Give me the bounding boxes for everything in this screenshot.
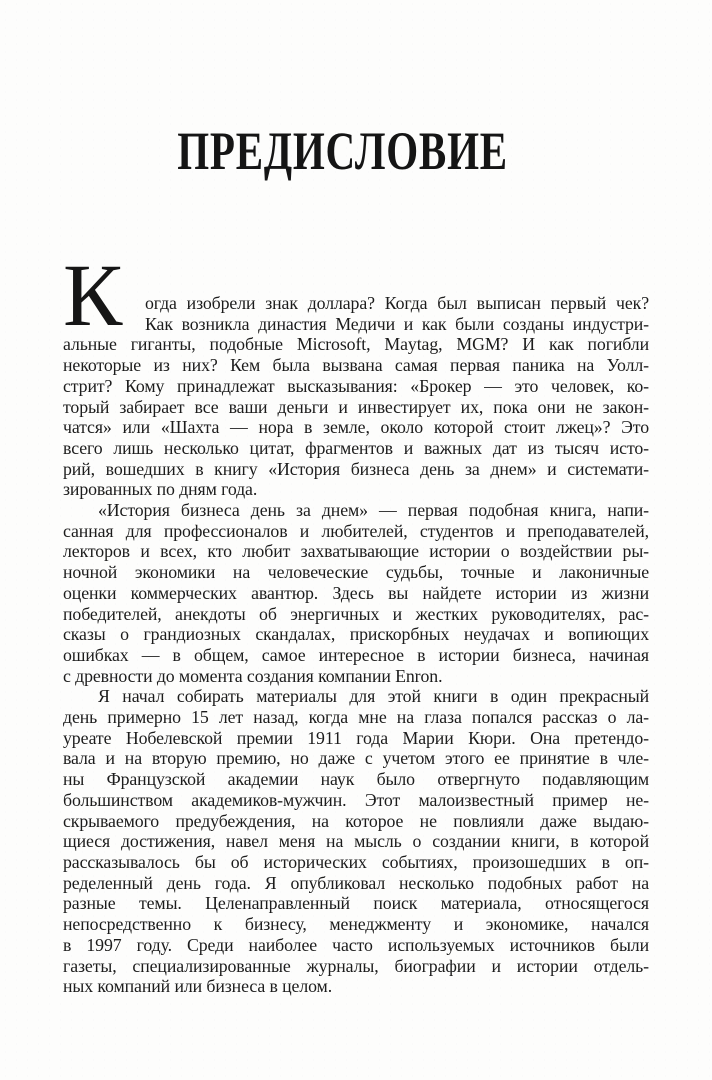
text-line: скрываемого предубеждения, на которое не повлияли даже выдаю- (63, 810, 649, 831)
text-line: торый забирает все ваши деньги и инвестирует их, пока они не закон- (63, 396, 649, 417)
text-line: ночной экономики на человеческие судьбы, точные и лаконичные (63, 562, 649, 583)
text-line: лекторов и всех, кто любит захватывающие истории о воздействии ры- (63, 541, 649, 562)
text-line: вала и на вторую премию, но даже с учетом этого ее принятие в чле- (63, 748, 649, 769)
text-line: «История бизнеса день за днем» — первая подобная книга, напи- (98, 500, 649, 521)
text-line: ошибках — в общем, самое интересное в истории бизнеса, начиная (63, 644, 649, 665)
text-line: сказы о грандиозных скандалах, прискорбных неудачах и вопиющих (63, 624, 649, 645)
paragraph-2 (63, 500, 649, 686)
text-line: разные темы. Целенаправленный поиск материала, относящегося (63, 893, 649, 914)
paragraph-1 (63, 293, 649, 500)
text-line: ных компаний или бизнеса в целом. (63, 976, 333, 997)
text-line: альные гиганты, подобные Microsoft, Maytag, MGM? И как погибли (63, 334, 649, 355)
text-line: день примерно 15 лет назад, когда мне на глаза попался рассказ о ла- (63, 707, 649, 728)
chapter-title (63, 121, 649, 181)
text-line: некоторые из них? Кем была вызвана самая первая паника на Уолл- (63, 355, 649, 376)
text-line: в 1997 году. Среди наиболее часто используемых источников были (63, 934, 649, 955)
text-line: большинством академиков-мужчин. Этот малоизвестный пример не- (63, 789, 649, 810)
text-line: всего лишь несколько цитат, фрагментов и важных дат из тысяч исто- (63, 437, 649, 458)
text-line: санная для профессионалов и любителей, студентов и преподавателей, (63, 520, 649, 541)
text-line: Я начал собирать материалы для этой книги в один прекрасный (98, 686, 649, 707)
text-line: рассказывалось бы об исторических событиях, произошедших в оп- (63, 851, 649, 872)
text-line: стрит? Кому принадлежат высказывания: «Брокер — это человек, ко- (63, 375, 649, 396)
text-line: чатся» или «Шахта — нора в земле, около которой стоит лжец»? Это (63, 417, 649, 438)
paragraph-3 (63, 686, 649, 997)
text-line: ределенный день года. Я опубликовал несколько подобных работ на (63, 872, 649, 893)
text-line: ны Французской академии наук было отвергнуто подавляющим (63, 769, 649, 790)
chapter-title-text: ПРЕДИСЛОВИЕ (177, 121, 509, 181)
text-line: огда изобрели знак доллара? Когда был выписан первый чек? (145, 293, 649, 313)
preface-text (63, 293, 649, 997)
text-line: рий, вошедших в книгу «История бизнеса день за днем» и системати- (63, 458, 649, 479)
text-line: победителей, анекдоты об энергичных и жестких руководителях, рас- (63, 603, 649, 624)
text-line: зированных по дням года. (63, 479, 258, 500)
text-line: газеты, специализированные журналы, биографии и истории отдель- (63, 955, 649, 976)
text-line: непосредственно к бизнесу, менеджменту и экономике, начался (63, 914, 649, 935)
text-line: щиеся достижения, навел меня на мысль о создании книги, в которой (63, 831, 649, 852)
text-line: оценки коммерческих авантюр. Здесь вы найдете истории из жизни (63, 582, 649, 603)
text-line: с древности до момента создания компании Enron. (63, 665, 443, 686)
text-line: уреате Нобелевской премии 1911 года Марии Кюри. Она претендо- (63, 727, 649, 748)
text-line: Как возникла династия Медичи и как были созданы индустри- (145, 313, 649, 334)
drop-cap: К (63, 247, 123, 345)
